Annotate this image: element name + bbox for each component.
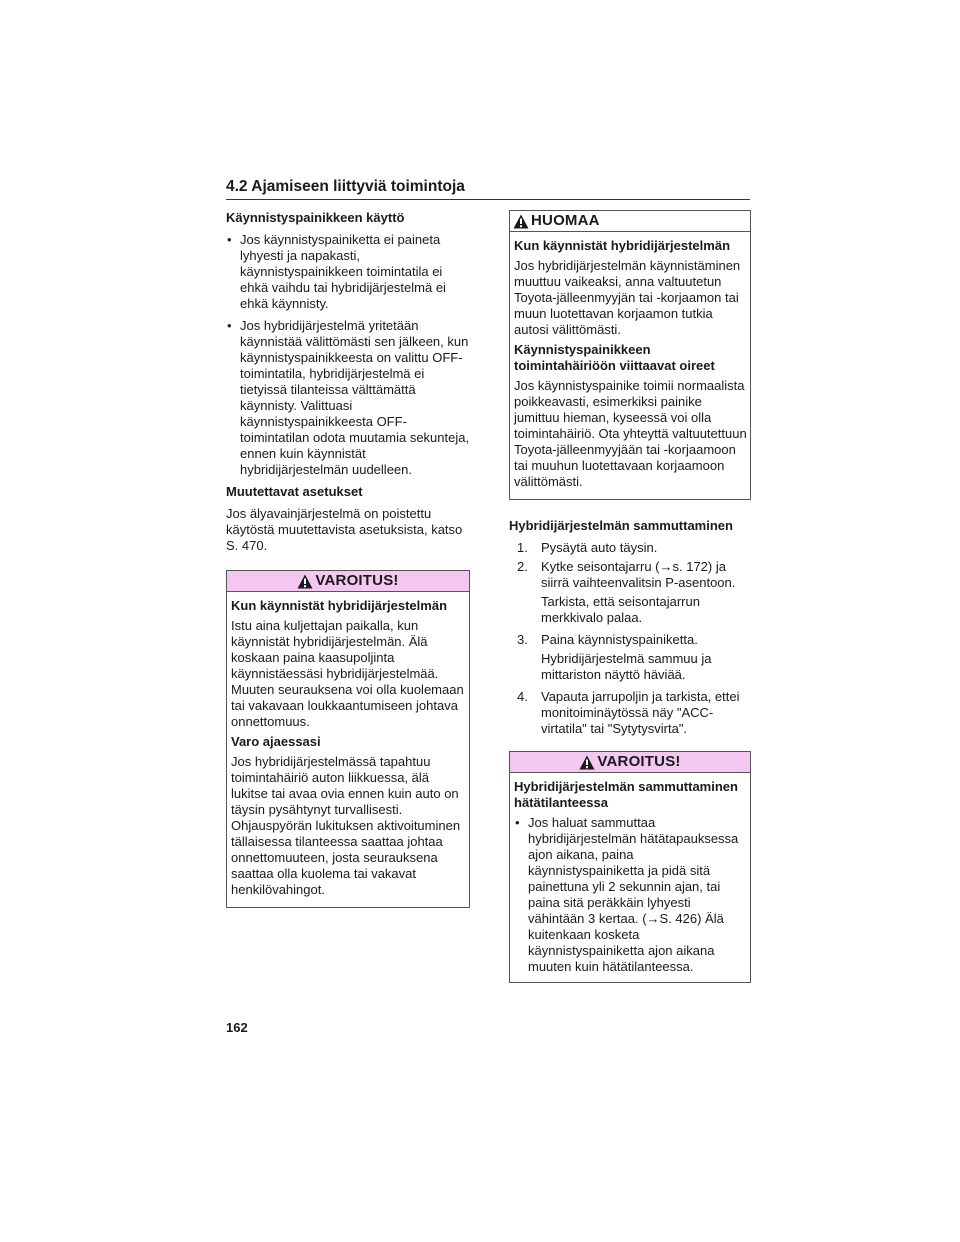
step-number: 2.	[517, 559, 528, 574]
section-title-start-button: Käynnistyspainikkeen käyttö	[226, 210, 405, 225]
list-item: • Jos haluat sammuttaa hybridijärjestelmän hätätapauksessa ajon aikana, paina käynnistyspainiketta ja pidä sitä painettuna yli 2 sekunnin ajan, tai paina sitä peräkkäin lyhyesti vähintään 3 kertaa. (→S. 426) Älä kuitenkaan kosketa käynnistyspainiketta ajon aikana muuten kuin hätätilanteessa.	[515, 815, 739, 974]
note-box-header	[510, 211, 750, 232]
note-heading: Käynnistyspainikkeen toimintahäiriöön viittaavat oireet	[514, 342, 715, 373]
step-item: 2. Kytke seisontajarru (→s. 172) ja siirrä vaihteenvalitsin P-asentoon.	[517, 559, 736, 590]
note-box-body	[510, 232, 750, 499]
warning-text: Istu aina kuljettajan paikalla, kun käynnistät hybridijärjestelmän. Älä koskaan paina kaasupoljinta käynnistäessäsi hybridijärjestelmää. Muuten seurauksena voi olla kuolemaan tai vakavaan loukkaantumiseen johtava onnettomuus.	[231, 618, 464, 729]
left-column	[226, 210, 470, 924]
list-item: • Jos hybridijärjestelmä yritetään käynnistää välittömästi sen jälkeen, kun käynnistyspainikkeesta on valittu OFF-toimintatila, hybridijärjestelmä ei tietyissä tilanteissa välttämättä käynnisty. Valittuasi käynnistyspainikkeesta OFF-toimintatilan odota muutamia sekunteja, ennen kuin käynnistät hybridijärjestelmän uudelleen.	[227, 318, 470, 477]
page-number: 162	[226, 1020, 248, 1035]
note-box	[509, 210, 751, 500]
warning-heading: Hybridijärjestelmän sammuttaminen hätätilanteessa	[514, 779, 738, 810]
step-item: 3. Paina käynnistyspainiketta.	[517, 632, 698, 647]
warning-box	[226, 570, 470, 908]
step-number: 1.	[517, 540, 528, 555]
step-note: Hybridijärjestelmä sammuu ja mittariston näyttö häviää.	[541, 651, 712, 682]
list-item: • Jos käynnistyspainiketta ei paineta lyhyesti ja napakasti, käynnistyspainikkeen toimintatila ei ehkä vaihdu tai hybridijärjestelmä ei ehkä käynnisty.	[227, 232, 446, 311]
warning-title: VAROITUS!	[315, 572, 399, 589]
step-item: 1. Pysäytä auto täysin.	[517, 540, 658, 555]
section-header: 4.2 Ajamiseen liittyviä toimintoja	[226, 178, 750, 200]
settings-text: Jos älyavainjärjestelmä on poistettu käytöstä muutettavista asetuksista, katso S. 470.	[226, 506, 463, 553]
note-text: Jos hybridijärjestelmän käynnistäminen muuttuu vaikeaksi, anna valtuutetun Toyota-jälleenmyyjän tai -korjaamon tai muun luotettavan korjaamon tutkia autosi välittömästi.	[514, 258, 741, 337]
bullet-glyph: •	[515, 815, 520, 830]
section-title-settings: Muutettavat asetukset	[226, 484, 363, 499]
note-text: Jos käynnistyspainike toimii normaalista poikkeavasti, esimerkiksi painike jumittuu hieman, kyseessä voi olla toimintahäiriö. Ota yhteyttä valtuutettuun Toyota-jälleenmyyjään tai -korjaamoon tai muuhun luotettavaan korjaamoon välittömästi.	[514, 378, 747, 489]
note-heading: Kun käynnistät hybridijärjestelmän	[514, 238, 731, 253]
bullet-glyph: •	[227, 318, 232, 333]
warning-icon	[297, 574, 313, 589]
note-title: HUOMAA	[531, 212, 600, 229]
warning-heading: Varo ajaessasi	[231, 734, 321, 749]
warning-box-header	[510, 752, 750, 773]
step-number: 4.	[517, 689, 528, 704]
step-item: 4. Vapauta jarrupoljin ja tarkista, ettei monitoiminäytössä näy "ACC-virtatila" tai "Sytytysvirta".	[517, 689, 740, 736]
warning-text: Jos hybridijärjestelmässä tapahtuu toimintahäiriö auton liikkuessa, älä lukitse tai avaa ovia ennen kuin auto on täysin pysähtynyt turvallisesti. Ohjauspyörän lukituksen aktivoituminen tällaisessa tilanteessa saattaa johtaa onnettomuuteen, josta seurauksena saattaa olla kuolema tai vakavat henkilövahingot.	[231, 754, 461, 897]
warning-box	[509, 751, 751, 983]
step-note: Tarkista, että seisontajarrun merkkivalo palaa.	[541, 594, 700, 625]
bullet-glyph: •	[227, 232, 232, 247]
notice-icon	[513, 214, 529, 229]
warning-box-body	[510, 773, 750, 982]
section-title-shutdown: Hybridijärjestelmän sammuttaminen	[509, 518, 733, 533]
warning-title: VAROITUS!	[597, 753, 681, 770]
warning-icon	[579, 755, 595, 770]
warning-heading: Kun käynnistät hybridijärjestelmän	[231, 598, 448, 613]
warning-box-header	[227, 571, 469, 592]
right-column	[509, 210, 751, 999]
step-number: 3.	[517, 632, 528, 647]
warning-box-body	[227, 592, 469, 907]
